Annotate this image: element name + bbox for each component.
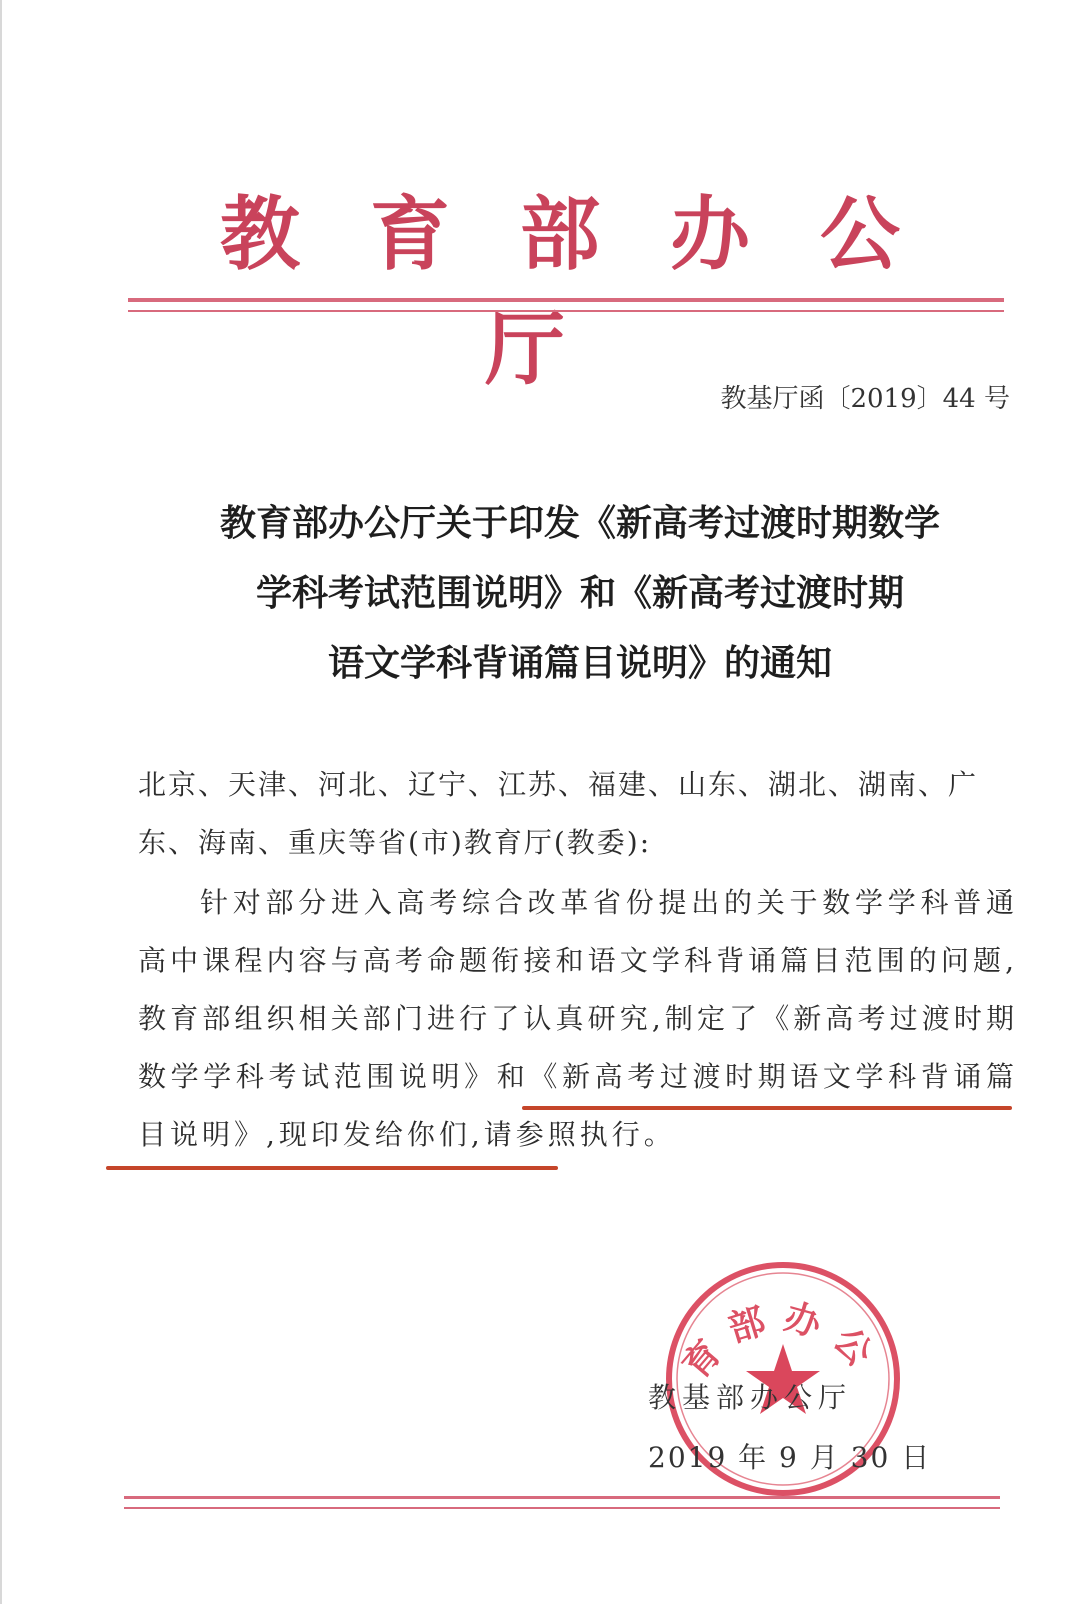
seal-arc-text: 育部办公 bbox=[674, 1295, 890, 1387]
salutation-recipients: 北京、天津、河北、辽宁、江苏、福建、山东、湖北、湖南、广东、海南、重庆等省(市)教育厅(教委): bbox=[138, 768, 979, 859]
highlight-underline-1 bbox=[522, 1106, 1012, 1110]
issuer-signature: 教基部办公厅 bbox=[648, 1381, 853, 1414]
document-title bbox=[150, 488, 1010, 698]
footer-red-rule bbox=[124, 1496, 1000, 1509]
letterhead-red-rule bbox=[128, 298, 1004, 312]
letterhead-title: 教育部办公厅 bbox=[220, 187, 970, 396]
issue-date: 2019 年 9 月 30 日 bbox=[648, 1441, 932, 1474]
page-edge bbox=[0, 0, 2, 1604]
body-paragraph: 针对部分进入高考综合改革省份提出的关于数学学科普通高中课程内容与高考命题衔接和语文学科背诵篇目范围的问题,教育部组织相关部门进行了认真研究,制定了《新高考过渡时期数学学科考试范围说明》和《新高考过渡时期语文学科背诵篇目说明》,现印发给你们,请参照执行。 bbox=[138, 886, 1018, 1151]
document-number: 教基厅函〔2019〕44 号 bbox=[720, 384, 1010, 414]
document-title-line-3: 语文学科背诵篇目说明》的通知 bbox=[327, 642, 832, 684]
document-title-line-1: 教育部办公厅关于印发《新高考过渡时期数学 bbox=[219, 502, 940, 544]
document-title-line-2: 学科考试范围说明》和《新高考过渡时期 bbox=[255, 572, 904, 614]
highlight-underline-2 bbox=[106, 1166, 558, 1170]
